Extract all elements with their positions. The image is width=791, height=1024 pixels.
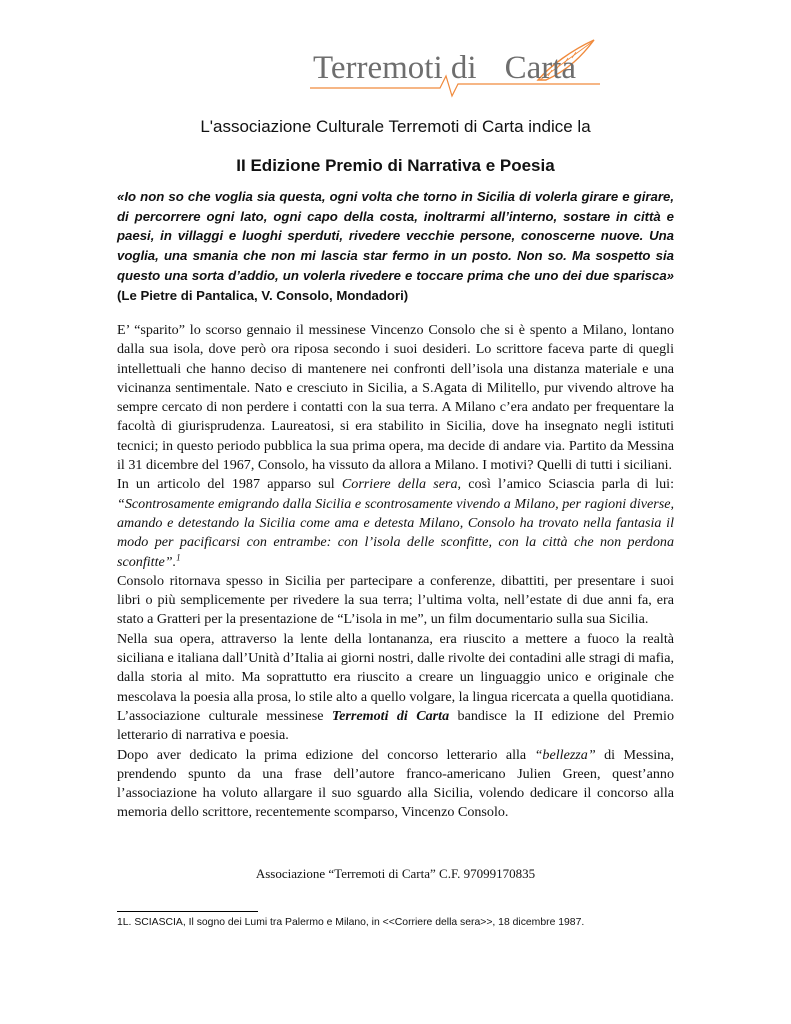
paragraph-5-text-b: bandisce la II edizione del Premio letterario di narrativa e poesia. (117, 707, 674, 744)
footnote: 1L. SCIASCIA, Il sogno dei Lumi tra Palermo e Milano, in <<Corriere della sera>>, 18 dicembre 1987. (117, 917, 585, 928)
logo-word-1: Terremoti di (313, 50, 477, 86)
paragraph-4: Nella sua opera, attraverso la lente della lontananza, era riuscito a mettere a fuoco la realtà siciliana e italiana dall’Unità d’Italia ai giorni nostri, dalle rivolte dei contadini alle stragi di mafia, dalla storia al mito. Ma soprattutto era riuscito a creare un linguaggio unico e originale che mescolava la poesia alla prosa, lo stile alto a quello volgare, la lingua ricercata a quella quotidiana. (117, 630, 674, 705)
quote-text: «Io non so che voglia sia questa, ogni volta che torno in Sicilia di volerla girare e girare, di percorrere ogni lato, ogni capo della costa, inoltrarmi all’interno, sostare in città e paesi, in villaggi e luoghi sperduti, rivedere vecchie persone, conoscerne nuove. Una voglia, una smania che non mi lascia star fermo in un posto. Non so. Ma sospetto sia questo una sorta d’addio, un volerla rivedere e toccare prima che uno dei due sparisca» (117, 189, 674, 283)
paragraph-6 (117, 746, 674, 823)
sciascia-quote: “Scontrosamente emigrando dalla Sicilia e scontrosamente vivendo a Milano, per ragioni diverse, amando e detestando la Sicilia come ama e detesta Milano, Consolo ha trovato nella fantasia il modo per pacificarsi con entrambe: con l’isola delle sconfitte, con la città che non perdona sconfitte”. (117, 495, 674, 570)
edition-title: II Edizione Premio di Narrativa e Poesia (236, 156, 555, 175)
paragraph-2 (117, 475, 674, 571)
quote-source: (Le Pietre di Pantalica, V. Consolo, Mondadori) (117, 287, 409, 303)
logo (300, 36, 600, 98)
paragraph-2-text-a: In un articolo del 1987 apparso sul (117, 476, 335, 493)
paragraph-5-text-a: L’associazione culturale messinese (117, 707, 324, 724)
footnote-divider (117, 911, 258, 912)
intro-line: L'associazione Culturale Terremoti di Carta indice la (200, 117, 591, 136)
paragraph-1: E’ “sparito” lo scorso gennaio il messinese Vincenzo Consolo che si è spento a Milano, lontano dalla sua isola, dove però ora riposa secondo i suoi desideri. Lo scrittore faceva parte di quegli intellettuali che hanno deciso di mantenere nei confronti dell’isola una distanza materiale e una vicinanza sentimentale. Nato e cresciuto in Sicilia, a S.Agata di Militello, pur vivendo altrove ha sempre cercato di non perdere i contatti con la sua terra. A Milano c’era andato per frequentare la facoltà di giurisprudenza. Laureatosi, si era stabilito in Sicilia, dove ha insegnato negli istituti tecnici; in questo periodo pubblica la sua prima opera, ma decide di andare via. Partito da Messina il 31 dicembre del 1967, Consolo, ha vissuto da allora a Milano. I motivi? Quelli di tutti i siciliani. (117, 322, 674, 474)
logo-word-2: Carta (504, 50, 577, 86)
paragraph-6-text-b: di Messina, prendendo spunto da una frase dell’autore franco-americano Julien Green, quest’anno l’associazione ha voluto allargare il suo sguardo alla Sicilia, volendo dedicare il concorso alla memoria dello scrittore, recentemente scomparso, Vincenzo Consolo. (117, 746, 674, 821)
paragraph-5 (117, 707, 674, 746)
epigraph-quote (117, 187, 674, 305)
footer-association: Associazione “Terremoti di Carta” C.F. 97099170835 (255, 866, 536, 881)
organization-name: Terremoti di Carta (331, 707, 450, 724)
paragraph-2-text-b: , così l’amico Sciascia parla di lui: (457, 476, 675, 493)
journal-name: Corriere della sera (341, 476, 458, 493)
article-body (117, 321, 674, 823)
paragraph-3: Consolo ritornava spesso in Sicilia per partecipare a conferenze, dibattiti, per presentare i suoi libri o più semplicemente per rivedere la sua terra; l’ultima volta, nell’estate di due anni fa, era stato a Gratteri per la presentazione de “L’isola in me”, un film documentario sulla sua Sicilia. (117, 572, 674, 628)
bellezza-word: “bellezza” (534, 746, 596, 763)
footnote-ref[interactable]: 1 (176, 551, 181, 562)
paragraph-6-text-a: Dopo aver dedicato la prima edizione del concorso letterario alla (117, 746, 527, 763)
